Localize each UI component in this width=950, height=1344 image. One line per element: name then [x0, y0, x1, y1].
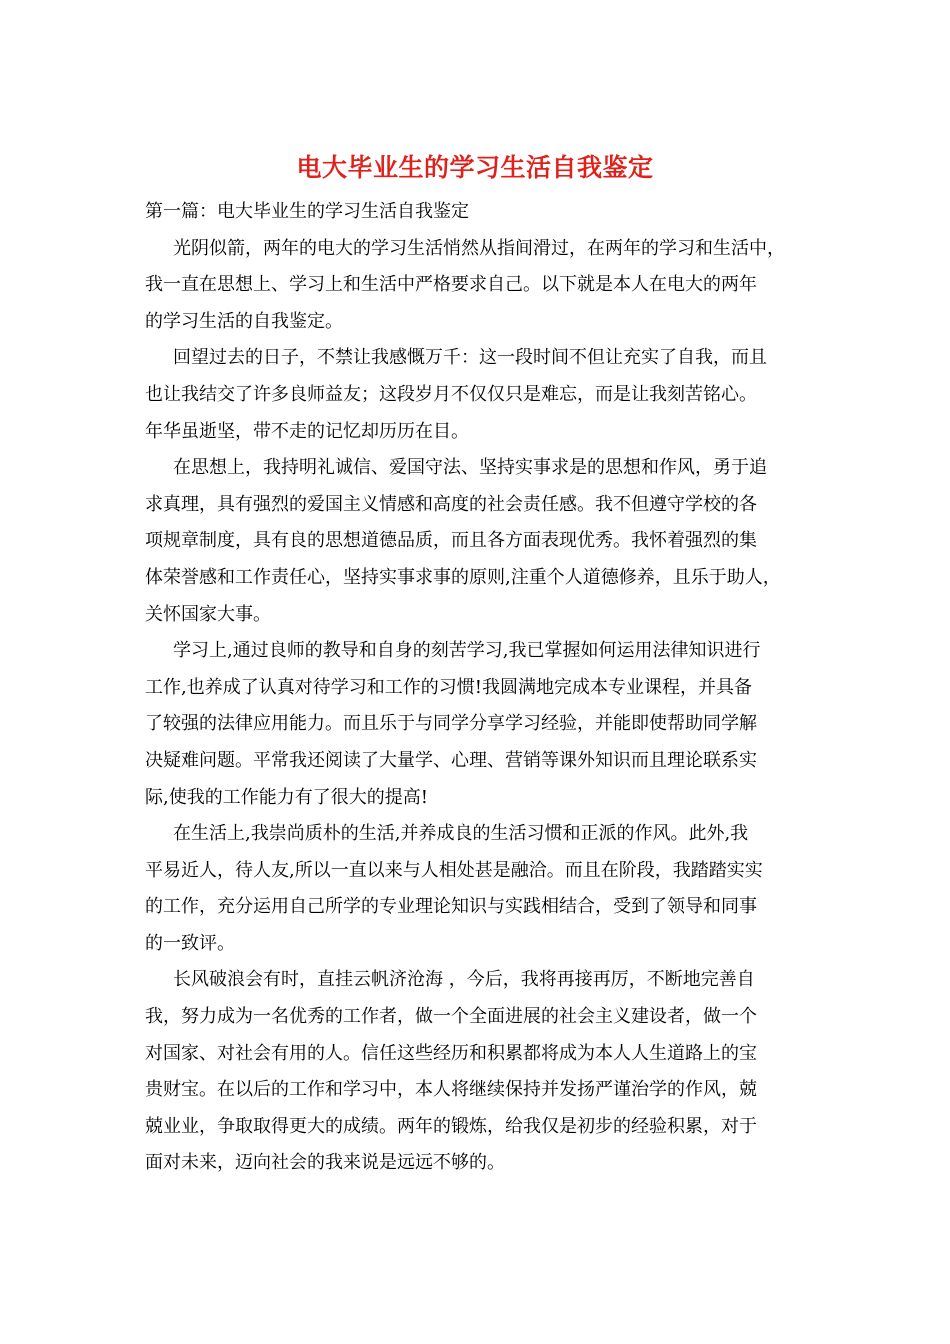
text-line: 的学习生活的自我鉴定。 — [145, 310, 343, 332]
document-title: 电大毕业生的学习生活自我鉴定 — [296, 153, 654, 182]
text-line: 工作,也养成了认真对待学习和工作的习惯!我圆满地完成本专业课程，并具备 — [145, 676, 752, 698]
text-line: 学习上,通过良师的教导和自身的刻苦学习,我已掌握如何运用法律知识进行 — [173, 640, 761, 662]
text-line: 我，努力成为一名优秀的工作者，做一个全面进展的社会主义建设者，做一个 — [145, 1006, 757, 1028]
document-body — [145, 194, 810, 1182]
text-line: 长风破浪会有时，直挂云帆济沧海 ，今后，我将再接再厉，不断地完善自 — [173, 969, 755, 991]
text-line: 回望过去的日子，不禁让我感慨万千：这一段时间不但让充实了自我，而且 — [173, 347, 767, 369]
text-line: 了较强的法律应用能力。而且乐于与同学分享学习经验，并能即使帮助同学解 — [145, 713, 757, 735]
text-line: 我一直在思想上、学习上和生活中严格要求自己。以下就是本人在电大的两年 — [145, 274, 757, 296]
section-heading: 第一篇：电大毕业生的学习生活自我鉴定 — [145, 201, 469, 222]
text-line: 对国家、对社会有用的人。信任这些经历和积累都将成为本人人生道路上的宝 — [145, 1042, 757, 1064]
paragraph-6 — [145, 962, 810, 1182]
text-line: 年华虽逝坚，带不走的记忆却历历在目。 — [145, 420, 469, 442]
text-line: 关怀国家大事。 — [145, 603, 271, 625]
text-line: 贵财宝。在以后的工作和学习中，本人将继续保持并发扬严谨治学的作风，兢 — [145, 1079, 757, 1101]
text-line: 在生活上,我崇尚质朴的生活,并养成良的生活习惯和正派的作风。此外,我 — [173, 823, 749, 845]
text-line: 平易近人，待人友,所以一直以来与人相处甚是融洽。而且在阶段，我踏踏实实 — [145, 859, 763, 881]
text-line: 决疑难问题。平常我还阅读了大量学、心理、营销等课外知识而且理论联系实 — [145, 749, 757, 771]
paragraph-5 — [145, 816, 810, 962]
text-line: 求真理，具有强烈的爱国主义情感和高度的社会责任感。我不但遵守学校的各 — [145, 493, 757, 515]
text-line: 兢业业，争取取得更大的成绩。两年的锻炼，给我仅是初步的经验积累，对于 — [145, 1115, 757, 1137]
text-line: 际,使我的工作能力有了很大的提高! — [145, 786, 428, 808]
paragraph-4 — [145, 633, 810, 816]
text-line: 的一致评。 — [145, 932, 235, 954]
text-line: 的工作，充分运用自己所学的专业理论知识与实践相结合，受到了领导和同事 — [145, 896, 757, 918]
text-line: 体荣誉感和工作责任心，坚持实事求事的原则,注重个人道德修养，且乐于助人， — [145, 566, 781, 588]
paragraph-2 — [145, 340, 810, 450]
text-line: 面对未来，迈向社会的我来说是远远不够的。 — [145, 1152, 505, 1174]
text-line: 也让我结交了许多良师益友；这段岁月不仅仅只是难忘，而是让我刻苦铭心。 — [145, 383, 757, 405]
text-line: 光阴似箭，两年的电大的学习生活悄然从指间滑过，在两年的学习和生活中， — [173, 237, 785, 259]
text-line: 在思想上，我持明礼诚信、爱国守法、坚持实事求是的思想和作风，勇于追 — [173, 457, 767, 479]
text-line: 项规章制度，具有良的思想道德品质，而且各方面表现优秀。我怀着强烈的集 — [145, 530, 757, 552]
paragraph-3 — [145, 450, 810, 633]
paragraph-1 — [145, 231, 810, 341]
